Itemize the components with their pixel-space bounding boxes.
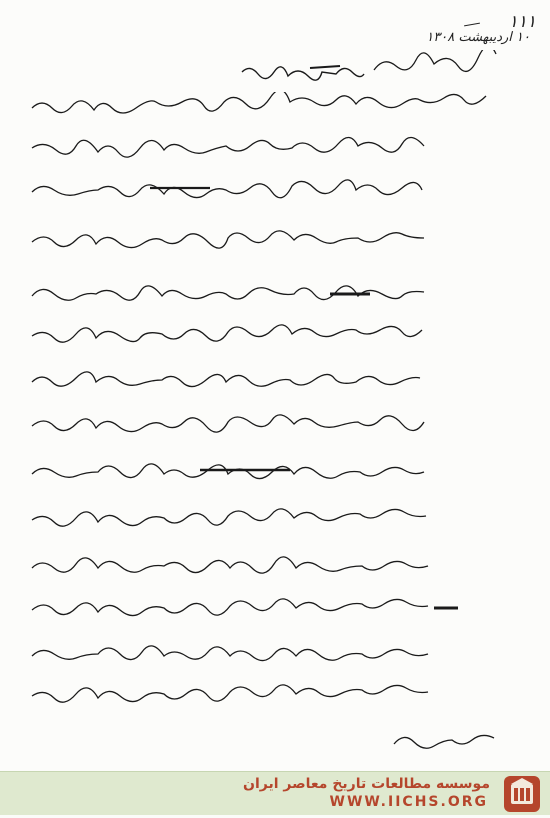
handwritten-line-4: [30, 228, 530, 254]
ref-divider: [464, 23, 480, 27]
handwritten-line-2: [30, 134, 530, 160]
handwritten-line-6: [30, 322, 530, 348]
handwritten-line-5: [30, 280, 530, 306]
handwritten-line-3: [30, 176, 530, 202]
handwritten-line-12: [30, 596, 530, 622]
iichs-logo-icon: [502, 774, 542, 814]
handwritten-line-1: [30, 92, 530, 118]
closing-handwriting: [390, 728, 500, 754]
handwritten-line-7: [30, 366, 530, 392]
margin-note-handwriting: [370, 50, 510, 76]
document-date: ۱۰ اردیبهشت ۱۳۰۸: [426, 30, 530, 45]
handwritten-line-8: [30, 412, 530, 438]
institute-url[interactable]: WWW.IICHS.ORG: [329, 794, 488, 810]
institute-name: موسسه مطالعات تاریخ معاصر ایران: [243, 776, 490, 792]
archive-footer: [0, 771, 550, 815]
salutation-handwriting: [240, 56, 370, 82]
handwritten-line-10: [30, 506, 530, 532]
handwritten-line-14: [30, 682, 530, 708]
handwritten-line-11: [30, 552, 530, 578]
document-number: ۱۱۱: [508, 12, 536, 32]
handwritten-line-13: [30, 640, 530, 666]
handwritten-line-9: [30, 458, 530, 484]
